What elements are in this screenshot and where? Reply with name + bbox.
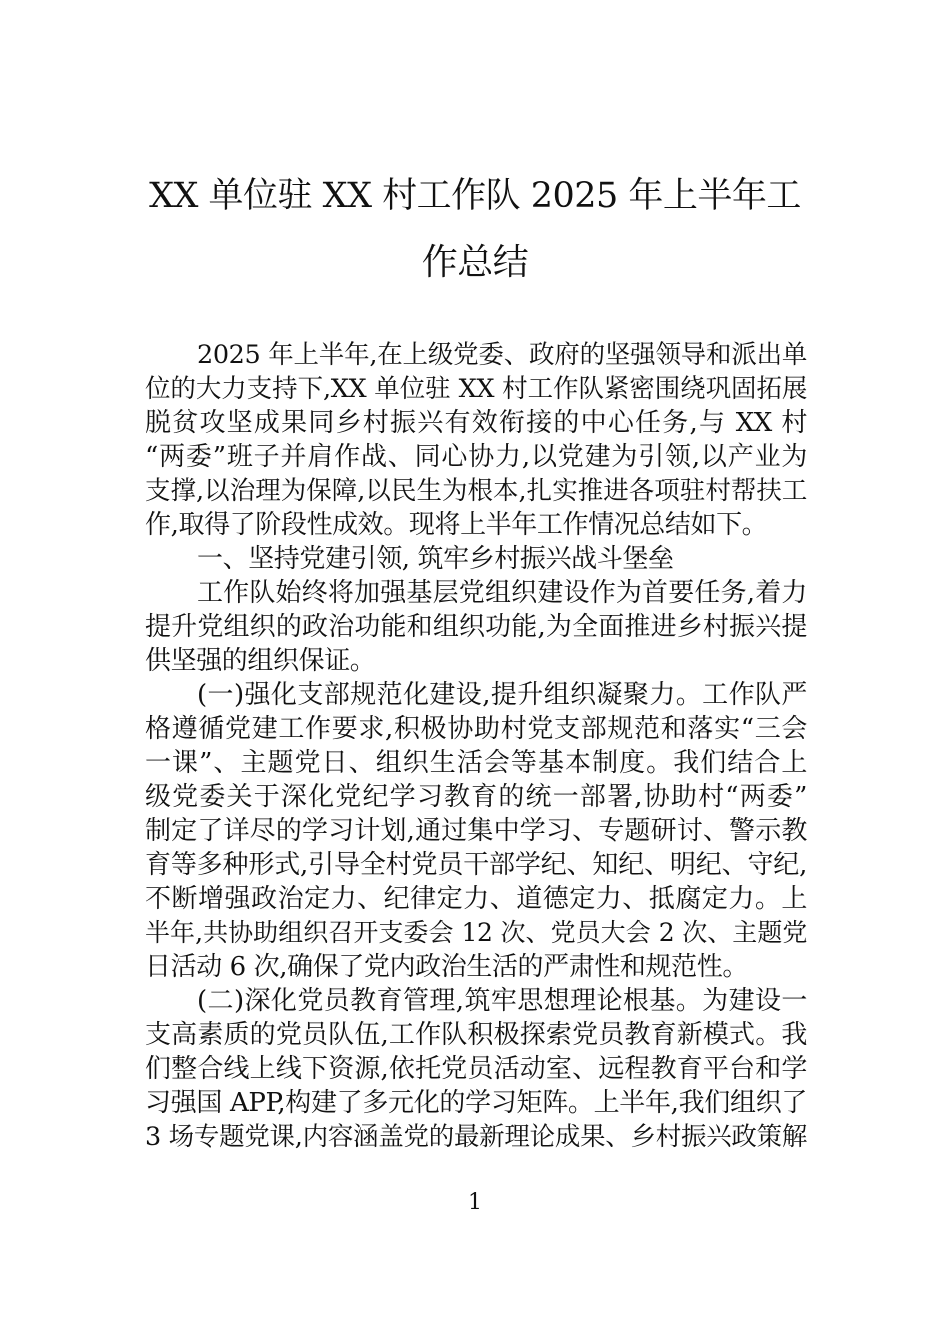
text-line: 供坚强的组织保证。 bbox=[145, 646, 376, 676]
document-body bbox=[145, 338, 807, 1154]
paragraph-intro bbox=[145, 338, 807, 542]
text-line: 日活动 6 次,确保了党内政治生活的严肃性和规范性。 bbox=[145, 952, 748, 982]
text-line: 支高素质的党员队伍,工作队积极探索党员教育新模式。我 bbox=[145, 1020, 807, 1050]
text-line: 作,取得了阶段性成效。现将上半年工作情况总结如下。 bbox=[145, 510, 768, 540]
text-line: 们整合线上线下资源,依托党员活动室、远程教育平台和学 bbox=[145, 1054, 807, 1084]
section-heading-1 bbox=[145, 542, 807, 576]
paragraph-subsection-2 bbox=[145, 984, 807, 1154]
text-line: 脱贫攻坚成果同乡村振兴有效衔接的中心任务,与 XX 村 bbox=[145, 408, 807, 438]
text-line: “两委”班子并肩作战、同心协力,以党建为引领,以产业为 bbox=[145, 442, 807, 472]
text-line: 工作队始终将加强基层党组织建设作为首要任务,着力 bbox=[197, 578, 807, 608]
text-line: (二)深化党员教育管理,筑牢思想理论根基。为建设一 bbox=[197, 986, 807, 1016]
text-line: 一课”、主题党日、组织生活会等基本制度。我们结合上 bbox=[145, 748, 807, 778]
document-title-line-1: XX 单位驻 XX 村工作队 2025 年上半年工 bbox=[149, 176, 801, 216]
text-line: 半年,共协助组织召开支委会 12 次、党员大会 2 次、主题党 bbox=[145, 918, 807, 947]
section-heading: 一、坚持党建引领, 筑牢乡村振兴战斗堡垒 bbox=[197, 544, 674, 574]
text-line: 制定了详尽的学习计划,通过集中学习、专题研讨、警示教 bbox=[145, 816, 807, 846]
text-line: 习强国 APP,构建了多元化的学习矩阵。上半年,我们组织了 bbox=[145, 1088, 807, 1118]
text-line: 级党委关于深化党纪学习教育的统一部署,协助村“两委” bbox=[145, 782, 807, 812]
text-line: 3 场专题党课,内容涵盖党的最新理论成果、乡村振兴政策解 bbox=[145, 1122, 807, 1152]
text-line: 支撑,以治理为保障,以民生为根本,扎实推进各项驻村帮扶工 bbox=[145, 476, 807, 506]
paragraph-subsection-1 bbox=[145, 678, 807, 984]
text-line: 格遵循党建工作要求,积极协助村党支部规范和落实“三会 bbox=[145, 714, 807, 744]
text-line: 育等多种形式,引导全村党员干部学纪、知纪、明纪、守纪, bbox=[145, 850, 807, 880]
text-line: 不断增强政治定力、纪律定力、道德定力、抵腐定力。上 bbox=[145, 884, 807, 914]
page-number: 1 bbox=[468, 1190, 482, 1215]
text-line: 位的大力支持下,XX 单位驻 XX 村工作队紧密围绕巩固拓展 bbox=[145, 374, 807, 404]
text-line: 提升党组织的政治功能和组织功能,为全面推进乡村振兴提 bbox=[145, 612, 807, 642]
text-line: 2025 年上半年,在上级党委、政府的坚强领导和派出单 bbox=[197, 340, 807, 370]
paragraph-section-1-intro bbox=[145, 576, 807, 678]
document-title-line-2: 作总结 bbox=[421, 242, 529, 283]
text-line: (一)强化支部规范化建设,提升组织凝聚力。工作队严 bbox=[197, 680, 807, 710]
